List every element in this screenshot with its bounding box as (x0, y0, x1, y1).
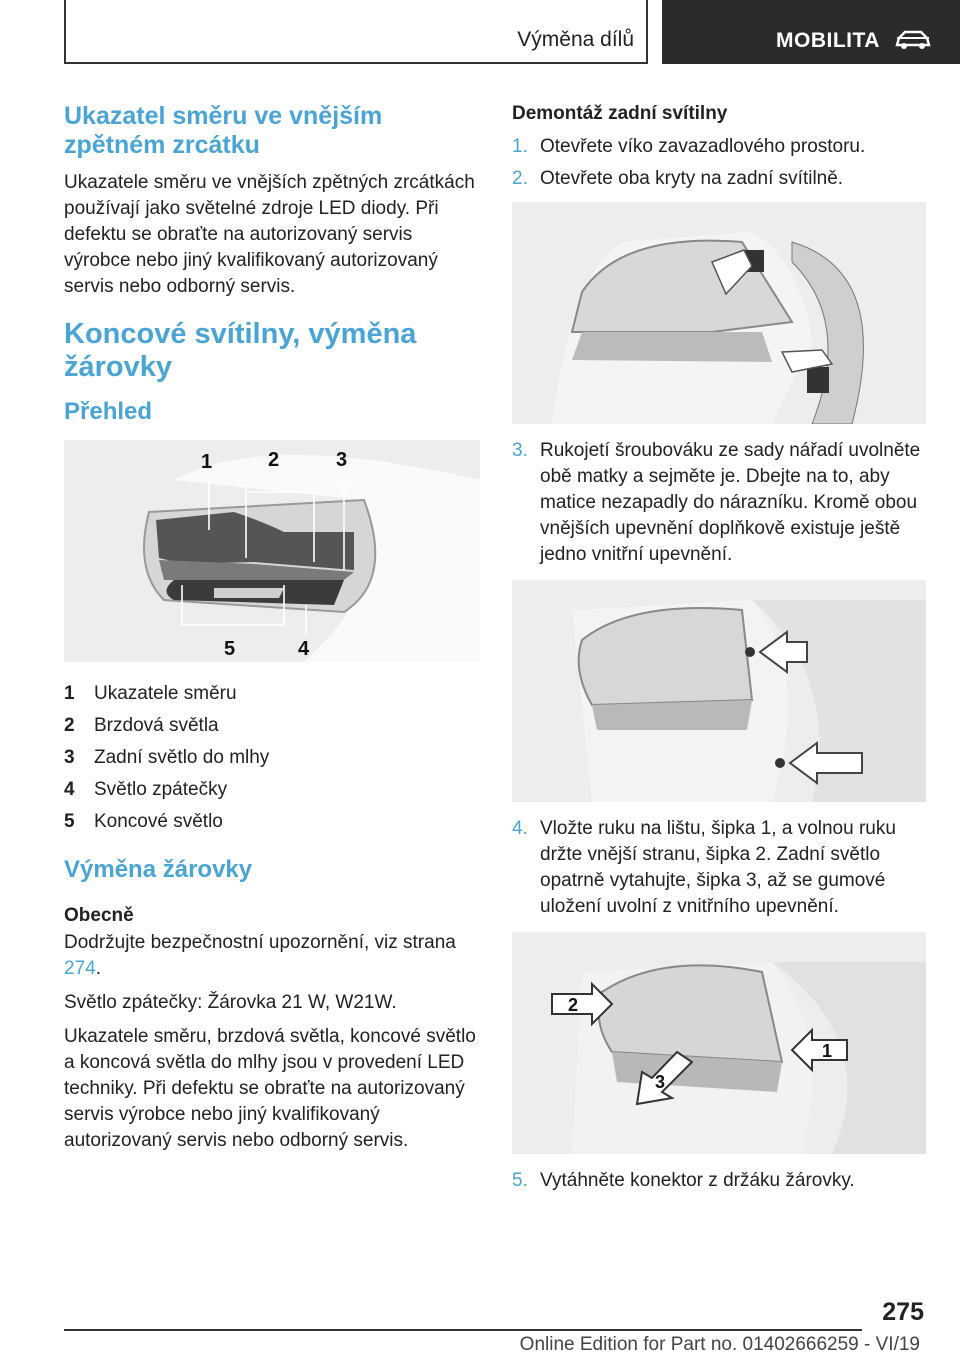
step-item: 3. Rukojetí šroubováku ze sady nářadí uvolněte obě matky a sejměte je. Dbejte na to, aby matice nezapadly do nárazníku. Kromě obou vnějších upevnění doplňkově existuje ještě jedno vnitřní upevnění. (512, 440, 921, 565)
heading-general: Obecně (64, 905, 134, 926)
figure-label-3: 3 (336, 449, 348, 471)
section-title: Výměna dílů (517, 28, 634, 51)
chapter-title: MOBILITA (776, 29, 880, 52)
legend-item: 5 Koncové světlo (64, 811, 223, 832)
heading-turn-signal: Ukazatel směru ve vnějším zpětném zrcátku (64, 102, 383, 159)
page-link-274[interactable]: 274 (64, 958, 96, 979)
right-column (512, 102, 924, 1200)
step-item: 1. Otevřete víko zavazadlového prostoru. (512, 136, 866, 157)
tail-lamp-overview-figure (64, 440, 480, 662)
step-item: 5. Vytáhněte konektor z držáku žárovky. (512, 1170, 855, 1191)
paragraph-reverse-bulb: Světlo zpátečky: Žárovka 21 W, W21W. (64, 992, 397, 1013)
paragraph-safety: Dodržujte bezpečnostní upozornění, viz strana 274. (64, 932, 456, 979)
lamp-legend (64, 678, 478, 838)
figure-label-4: 4 (298, 638, 310, 660)
paragraph-led: Ukazatele směru, brzdová světla, koncové světlo a koncová světla do mlhy jsou v provedení LED techniky. Při defektu se obraťte na autorizovaný servis výrobce nebo jiný kvalifikovaný autorizovaný servis nebo odborný servis. (64, 1026, 476, 1151)
steps-list-b (512, 438, 924, 568)
legend-item: 4 Světlo zpátečky (64, 779, 228, 800)
figure-label-1: 1 (201, 451, 213, 473)
steps-list-c (512, 816, 924, 920)
paragraph-turn-signal: Ukazatele směru ve vnějších zpětných zrcátkách používají jako světelné zdroje LED diody. Při defektu se obraťte na autorizovaný servis výrobce nebo jiný kvalifikovaný autorizovaný servis nebo odborný servis. (64, 172, 475, 297)
edition-note: Online Edition for Part no. 01402666259 - VI/19 (519, 1334, 920, 1355)
arrow-label-3: 3 (655, 1072, 666, 1092)
loosen-nuts-figure (512, 580, 926, 802)
heading-overview: Přehled (64, 398, 153, 425)
legend-item: 3 Zadní světlo do mlhy (64, 747, 270, 768)
heading-remove-lamp: Demontáž zadní svítilny (512, 103, 728, 124)
step-item: 4. Vložte ruku na lištu, šipka 1, a volnou ruku držte vnější stranu, šipka 2. Zadní světlo opatrně vytahujte, šipka 3, až se gumové uložení uvolní z vnitřního upevnění. (512, 818, 896, 917)
legend-item: 2 Brzdová světla (64, 715, 219, 736)
pull-lamp-figure (512, 932, 926, 1154)
step-item: 2. Otevřete oba kryty na zadní svítilně. (512, 168, 844, 189)
legend-item: 1 Ukazatele směru (64, 683, 237, 704)
footer-divider (64, 1329, 862, 1331)
heading-bulb-replace: Výměna žárovky (64, 856, 253, 883)
arrow-label-2: 2 (568, 995, 579, 1015)
chapter-tab (662, 0, 960, 64)
figure-label-5: 5 (224, 638, 236, 660)
header-bar (64, 0, 648, 64)
open-covers-figure (512, 202, 926, 424)
figure-label-2: 2 (268, 449, 280, 471)
page-number: 275 (882, 1298, 924, 1326)
arrow-label-1: 1 (822, 1041, 833, 1061)
heading-tail-lamps: Koncové svítilny, výměna žárovky (64, 318, 417, 383)
car-icon (895, 29, 931, 51)
steps-list-d (512, 1168, 924, 1194)
left-column (64, 102, 478, 1162)
steps-list-a (512, 134, 924, 192)
